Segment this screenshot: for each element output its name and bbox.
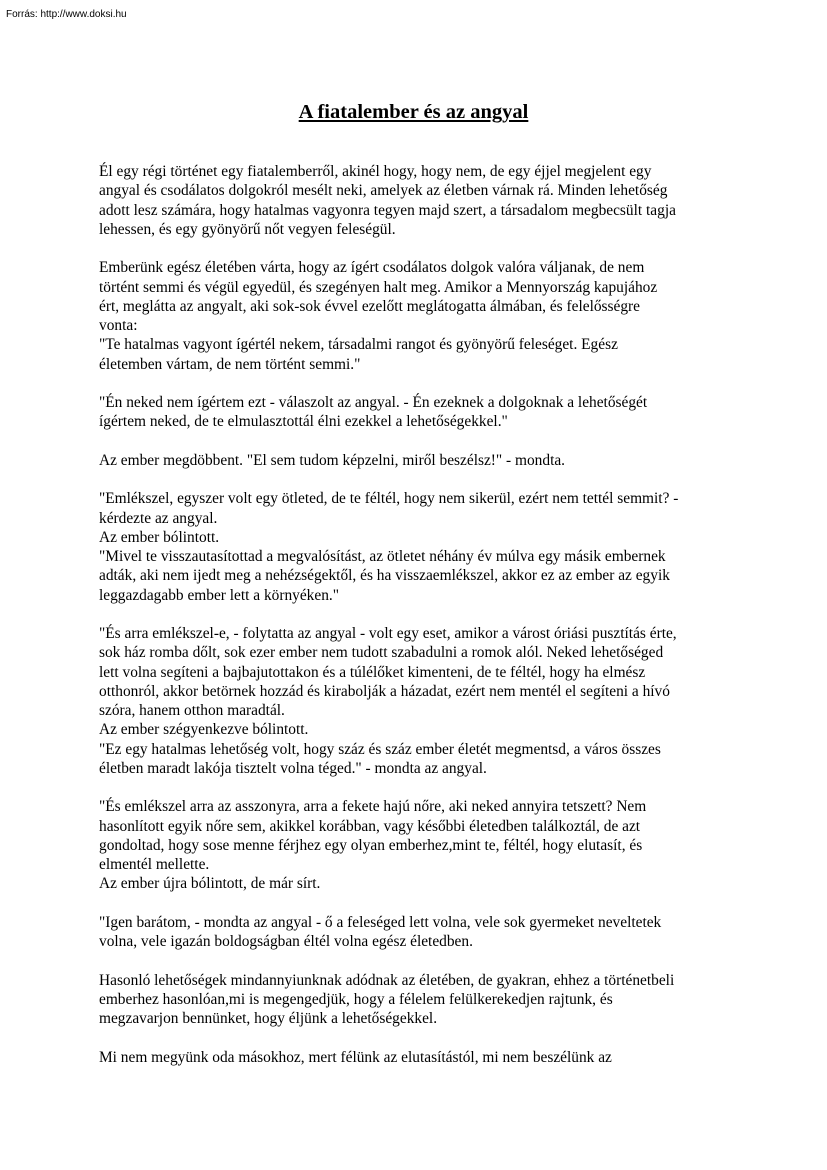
paragraph-4 [99,451,739,470]
text-line: "Te hatalmas vagyont ígértél nekem, társadalmi rangot és gyönyörű feleséget. Egész [99,336,618,354]
text-line: Él egy régi történet egy fiatalemberről, akinél hogy, hogy nem, de egy éjjel megjelent egy [99,163,652,180]
text-line: adott lesz számára, hogy hatalmas vagyonra tegyen majd szert, a társadalom megbecsült tagja [99,201,676,219]
text-line: lehessen, és egy gyönyörű nőt vegyen feleségül. [99,220,396,238]
text-line: Hasonló lehetőségek mindannyiunknak adódnak az életében, de gyakran, ehhez a történetbeli [99,971,675,989]
text-line: Mi nem megyünk oda másokhoz, mert félünk az elutasítástól, mi nem beszélünk az [99,1048,612,1066]
paragraph-9 [99,971,739,1029]
text-line: otthonról, akkor betörnek hozzád és kirabolják a házadat, ezért nem mentél el segíteni a hívó [99,682,670,700]
text-line: Az ember megdöbbent. "El sem tudom képzelni, miről beszélsz!" - mondta. [99,451,566,469]
document-body [99,162,739,1086]
text-line: "Igen barátom, - mondta az angyal - ő a feleséged lett volna, vele sok gyermeket neveltetek [99,913,662,931]
text-line: történt semmi és végül egyedül, és szegényen halt meg. Amikor a Mennyország kapujához [99,278,658,296]
text-line: életemben vártam, de nem történt semmi." [99,355,361,373]
text-line: ígértem neked, de te elmulasztottál élni ezekkel a lehetőségekkel." [99,413,508,431]
paragraph-2 [99,258,739,374]
text-line: ért, meglátta az angyalt, aki sok-sok évvel ezelőtt meglátogatta álmában, és felelősségre [99,297,641,315]
paragraph-7 [99,797,739,893]
text-line: vonta: [99,317,138,334]
text-line: szóra, hanem otthon maradtál. [99,702,285,719]
text-line: hasonlított egyik nőre sem, akikkel korábban, vagy későbbi életedben találkoztál, de azt [99,817,641,835]
paragraph-1 [99,162,739,239]
text-line: leggazdagabb ember lett a környéken." [99,586,340,604]
text-line: életben maradt lakója tisztelt volna téged." - mondta az angyal. [99,759,487,777]
paragraph-6 [99,624,739,778]
text-line: "Ez egy hatalmas lehetőség volt, hogy száz és száz ember életét megmentsd, a város összes [99,740,661,758]
text-line: "És arra emlékszel-e, - folytatta az angyal - volt egy eset, amikor a várost óriási pusztítás érte, [99,625,677,642]
text-line: "Mivel te visszautasítottad a megvalósítást, az ötletet néhány év múlva egy másik embernek [99,548,666,565]
text-line: volna, vele igazán boldogságban éltél volna egész életedben. [99,933,473,950]
text-line: Az ember újra bólintott, de már sírt. [99,875,321,893]
source-url: Forrás: http://www.doksi.hu [6,9,127,20]
text-line: lett volna segíteni a bajbajutottakon és a túlélőket kimenteni, de te féltél, hogy ha elmész [99,663,646,681]
text-line: sok ház romba dőlt, sok ezer ember nem tudott szabadulni a romok alól. Neked lehetőséged [99,644,664,662]
paragraph-3 [99,393,739,432]
text-line: adták, aki nem ijedt meg a nehézségektől, és ha visszaemlékszel, akkor ez az ember az egyik [99,567,670,585]
text-line: angyal és csodálatos dolgokról mesélt neki, amelyek az életben várnak rá. Minden lehetőség [99,182,668,200]
text-line: megzavarjon bennünket, hogy éljünk a lehetőségekkel. [99,1010,438,1027]
text-line: elmentél mellette. [99,856,210,873]
text-line: gondoltad, hogy sose menne férjhez egy olyan emberhez,mint te, féltél, hogy elutasít, és [99,836,643,854]
document-title: A fiatalember és az angyal [298,101,529,123]
text-line: "Én neked nem ígértem ezt - válaszolt az angyal. - Én ezeknek a dolgoknak a lehetőségét [99,394,648,411]
text-line: Az ember bólintott. [99,528,220,546]
text-line: emberhez hasonlóan,mi is megengedjük, hogy a félelem felülkerekedjen rajtunk, és [99,990,613,1008]
text-line: "És emlékszel arra az asszonyra, arra a fekete hajú nőre, aki neked annyira tetszett? Nem [99,798,647,816]
paragraph-10 [99,1048,739,1067]
paragraph-5 [99,489,739,605]
text-line: "Emlékszel, egyszer volt egy ötleted, de te féltél, hogy nem sikerül, ezért nem tettél semmit? - [99,490,679,508]
text-line: Emberünk egész életében várta, hogy az ígért csodálatos dolgok valóra váljanak, de nem [99,259,645,277]
text-line: kérdezte az angyal. [99,509,218,527]
text-line: Az ember szégyenkezve bólintott. [99,721,309,739]
paragraph-8 [99,913,739,952]
